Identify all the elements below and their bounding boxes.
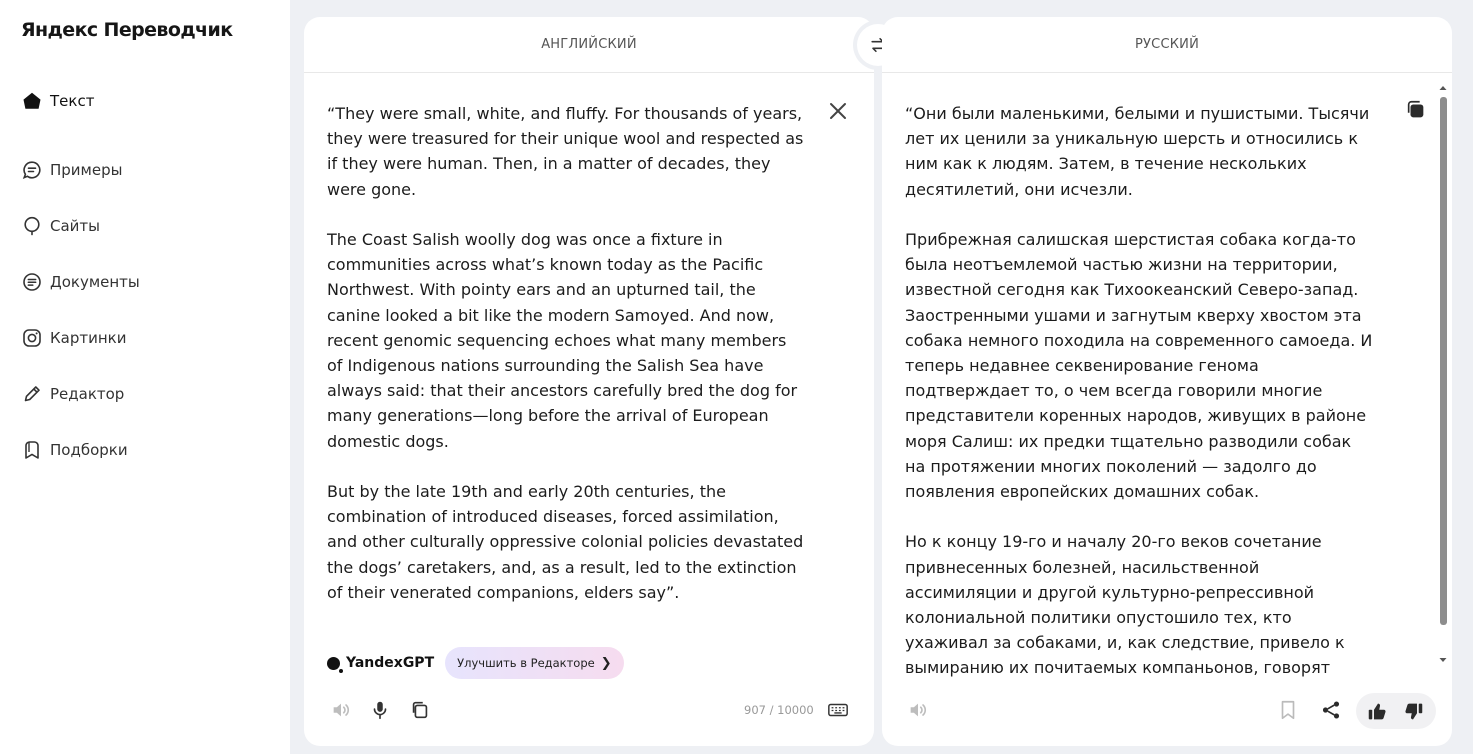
- scroll-down-arrow-icon: [1438, 655, 1448, 665]
- document-icon: [21, 271, 43, 293]
- target-panel: [882, 17, 1452, 746]
- scroll-up-arrow-icon: [1438, 83, 1448, 93]
- source-paragraph: The Coast Salish woolly dog was once a fixture in communities across what’s known today as the Pacific Northwest. With pointy ears and an upturned tail, the canine looked a bit like the modern Samoyed. And now, recent genomic sequencing echoes what many members of Indigenous nations surrounding the Salish Sea have always said: that their ancestors carefully bred the dog for many generations—long before the arrival of European domestic dogs.: [327, 230, 798, 451]
- source-toolbar: [304, 693, 874, 727]
- sidebar-nav: [21, 86, 261, 478]
- share-button[interactable]: [1319, 698, 1343, 722]
- thumbs-down-button[interactable]: [1401, 699, 1425, 723]
- chat-bubble-icon: [21, 159, 43, 181]
- chevron-right-icon: ❯: [600, 655, 612, 671]
- target-paragraph: Но к концу 19-го и началу 20-го веков сочетание привнесенных болезней, насильственной ассимиляции и другой культурно-репрессивной колониальной политики опустошило тех, кто ухаживал за собаками, и, как следствие, привело к вымиранию их почитаемых компаньонов, говорят: [905, 532, 1345, 678]
- sidebar-item-text[interactable]: [21, 86, 261, 116]
- app-logo[interactable]: Яндекс Переводчик: [21, 19, 233, 41]
- source-panel: [304, 17, 874, 746]
- save-to-collection-button[interactable]: [1276, 698, 1300, 722]
- globe-pin-icon: [21, 215, 43, 237]
- source-paragraph: But by the late 19th and early 20th centuries, the combination of introduced diseases, forced assimilation, and other culturally oppressive colonial policies devastated the dogs’ caretakers, and, as a result, led to the extinction of their venerated companions, elders say”.: [327, 482, 804, 602]
- sidebar-item-label: Текст: [50, 92, 95, 110]
- thumbs-up-icon: [1367, 701, 1388, 722]
- bookmark-icon: [21, 439, 43, 461]
- pencil-icon: [21, 383, 43, 405]
- sidebar-item-documents[interactable]: [21, 254, 261, 310]
- character-counter: 907 / 10000: [744, 703, 814, 717]
- rate-translation-group: [1356, 693, 1436, 729]
- source-paragraph: “They were small, white, and fluffy. For thousands of years, they were treasured for their unique wool and respected as if they were human. Then, in a matter of decades, they were gone.: [327, 104, 804, 199]
- copy-source-button[interactable]: [408, 698, 432, 722]
- sidebar-item-collections[interactable]: [21, 422, 261, 478]
- sidebar-item-editor[interactable]: [21, 366, 261, 422]
- yandexgpt-row: [327, 647, 624, 679]
- sidebar-item-label: Примеры: [50, 161, 123, 179]
- speaker-icon: [907, 699, 929, 721]
- speaker-icon: [330, 699, 352, 721]
- thumbs-up-button[interactable]: [1365, 699, 1389, 723]
- copy-icon: [409, 699, 431, 721]
- target-paragraph: Прибрежная салишская шерстистая собака когда-то была неотъемлемой частью жизни на территории, известной сегодня как Тихоокеанский Северо-запад. Заостренными ушами и загнутым кверху хвостом эта собака немного походила на современного самоеда. И теперь недавнее секвенирование генома подтверждает то, о чем всегда говорили многие представители коренных народов, живущих в районе моря Салиш: их предки тщательно разводили собак на протяжении многих поколений — задолго до появления европейских домашних собак.: [905, 230, 1373, 502]
- sidebar-item-examples[interactable]: [21, 142, 261, 198]
- improve-in-editor-label: Улучшить в Редакторе: [457, 656, 595, 670]
- share-icon: [1320, 699, 1342, 721]
- yandexgpt-label: YandexGPT: [346, 655, 435, 671]
- sidebar-item-label: Сайты: [50, 217, 100, 235]
- listen-translation-button[interactable]: [906, 698, 930, 722]
- target-paragraph: “Они были маленькими, белыми и пушистыми. Тысячи лет их ценили за уникальную шерсть и относились к ним как к людям. Затем, в течение нескольких десятилетий, они исчезли.: [905, 104, 1370, 199]
- keyboard-icon: [827, 699, 849, 721]
- sidebar-item-label: Редактор: [50, 385, 125, 403]
- yandexgpt-logo[interactable]: [327, 655, 434, 671]
- bookmark-icon: [1277, 699, 1299, 721]
- sidebar-item-label: Подборки: [50, 441, 128, 459]
- sidebar: [0, 0, 290, 754]
- translation-output: [905, 101, 1375, 689]
- listen-source-button[interactable]: [329, 698, 353, 722]
- sidebar-item-images[interactable]: [21, 310, 261, 366]
- microphone-icon: [369, 699, 391, 721]
- virtual-keyboard-button[interactable]: [826, 698, 850, 722]
- yandexgpt-dot-icon: [327, 657, 340, 670]
- home-icon: [21, 90, 43, 112]
- improve-in-editor-button[interactable]: [445, 647, 624, 679]
- target-toolbar: [882, 693, 1452, 727]
- source-text-input[interactable]: [327, 101, 805, 630]
- sidebar-item-label: Картинки: [50, 329, 127, 347]
- scrollbar-thumb[interactable]: [1440, 97, 1447, 625]
- source-language-selector[interactable]: АНГЛИЙСКИЙ: [304, 17, 874, 73]
- copy-translation-button[interactable]: [1405, 99, 1427, 121]
- thumbs-down-icon: [1403, 701, 1424, 722]
- voice-input-button[interactable]: [368, 698, 392, 722]
- sidebar-item-label: Документы: [50, 273, 140, 291]
- target-language-selector[interactable]: РУССКИЙ: [882, 17, 1452, 73]
- copy-icon: [1405, 99, 1427, 121]
- camera-icon: [21, 327, 43, 349]
- close-icon: [826, 99, 850, 123]
- clear-text-button[interactable]: [826, 99, 850, 123]
- sidebar-item-sites[interactable]: [21, 198, 261, 254]
